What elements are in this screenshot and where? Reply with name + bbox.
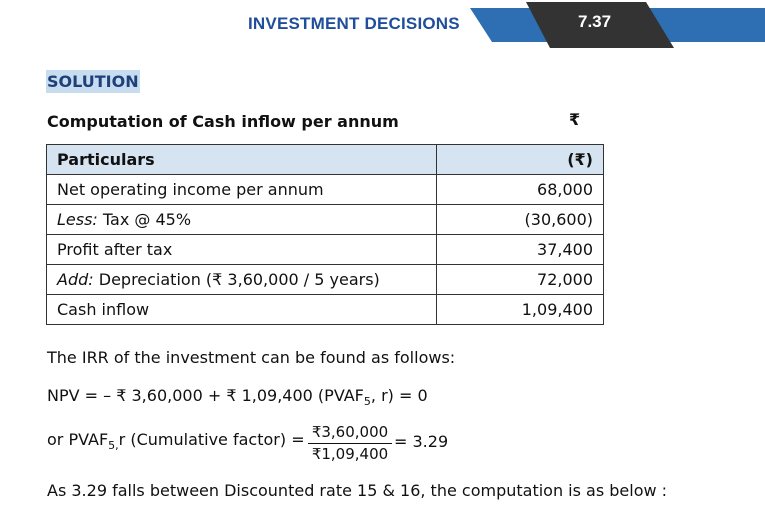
row-label-text: Profit after tax	[57, 240, 173, 259]
row-label	[47, 235, 437, 265]
npv-subscript: 5	[363, 395, 371, 409]
header-particulars: Particulars	[47, 145, 437, 175]
table-row	[47, 295, 604, 325]
row-label-text: Net operating income per annum	[57, 180, 324, 199]
row-amount: 72,000	[437, 265, 604, 295]
table-row	[47, 175, 604, 205]
header-unit: (₹)	[437, 145, 604, 175]
npv-equation	[47, 386, 428, 408]
row-label	[47, 295, 437, 325]
cash-inflow-table	[46, 144, 604, 325]
row-amount: 68,000	[437, 175, 604, 205]
row-amount: 1,09,400	[437, 295, 604, 325]
pvaf-equation	[47, 430, 305, 452]
conclusion-text: As 3.29 falls between Discounted rate 15 & 16, the computation is as below :	[47, 481, 668, 500]
pvaf-part-b: r (Cumulative factor) =	[118, 430, 305, 449]
table-header-row	[47, 145, 604, 175]
table-row	[47, 235, 604, 265]
irr-intro-text: The IRR of the investment can be found as follows:	[47, 348, 456, 367]
header-title: INVESTMENT DECISIONS	[248, 14, 460, 33]
table-row	[47, 265, 604, 295]
fraction-result: = 3.29	[394, 432, 449, 451]
npv-part-b: , r) = 0	[370, 386, 428, 405]
npv-part-a: NPV = – ₹ 3,60,000 + ₹ 1,09,400 (PVAF	[47, 386, 364, 405]
row-label	[47, 175, 437, 205]
row-prefix: Add:	[57, 270, 94, 289]
row-amount: (30,600)	[437, 205, 604, 235]
row-label-text: Tax @ 45%	[97, 210, 192, 229]
row-label	[47, 265, 437, 295]
rupee-unit-mark: ₹	[569, 110, 581, 129]
table-title: Computation of Cash inflow per annum	[47, 112, 399, 131]
row-label-text: Cash inflow	[57, 300, 150, 319]
row-prefix: Less:	[57, 210, 98, 229]
pvaf-part-a: or PVAF	[47, 430, 109, 449]
page-number: 7.37	[578, 12, 612, 31]
pvaf-subscript: 5,	[108, 439, 119, 453]
table-row	[47, 205, 604, 235]
fraction-denominator: ₹1,09,400	[311, 445, 389, 463]
header-band	[470, 2, 765, 48]
pvaf-fraction	[308, 423, 392, 463]
row-amount: 37,400	[437, 235, 604, 265]
solution-heading: SOLUTION	[47, 72, 139, 91]
row-label-text: Depreciation (₹ 3,60,000 / 5 years)	[93, 270, 380, 289]
fraction-numerator: ₹3,60,000	[308, 423, 392, 444]
row-label	[47, 205, 437, 235]
